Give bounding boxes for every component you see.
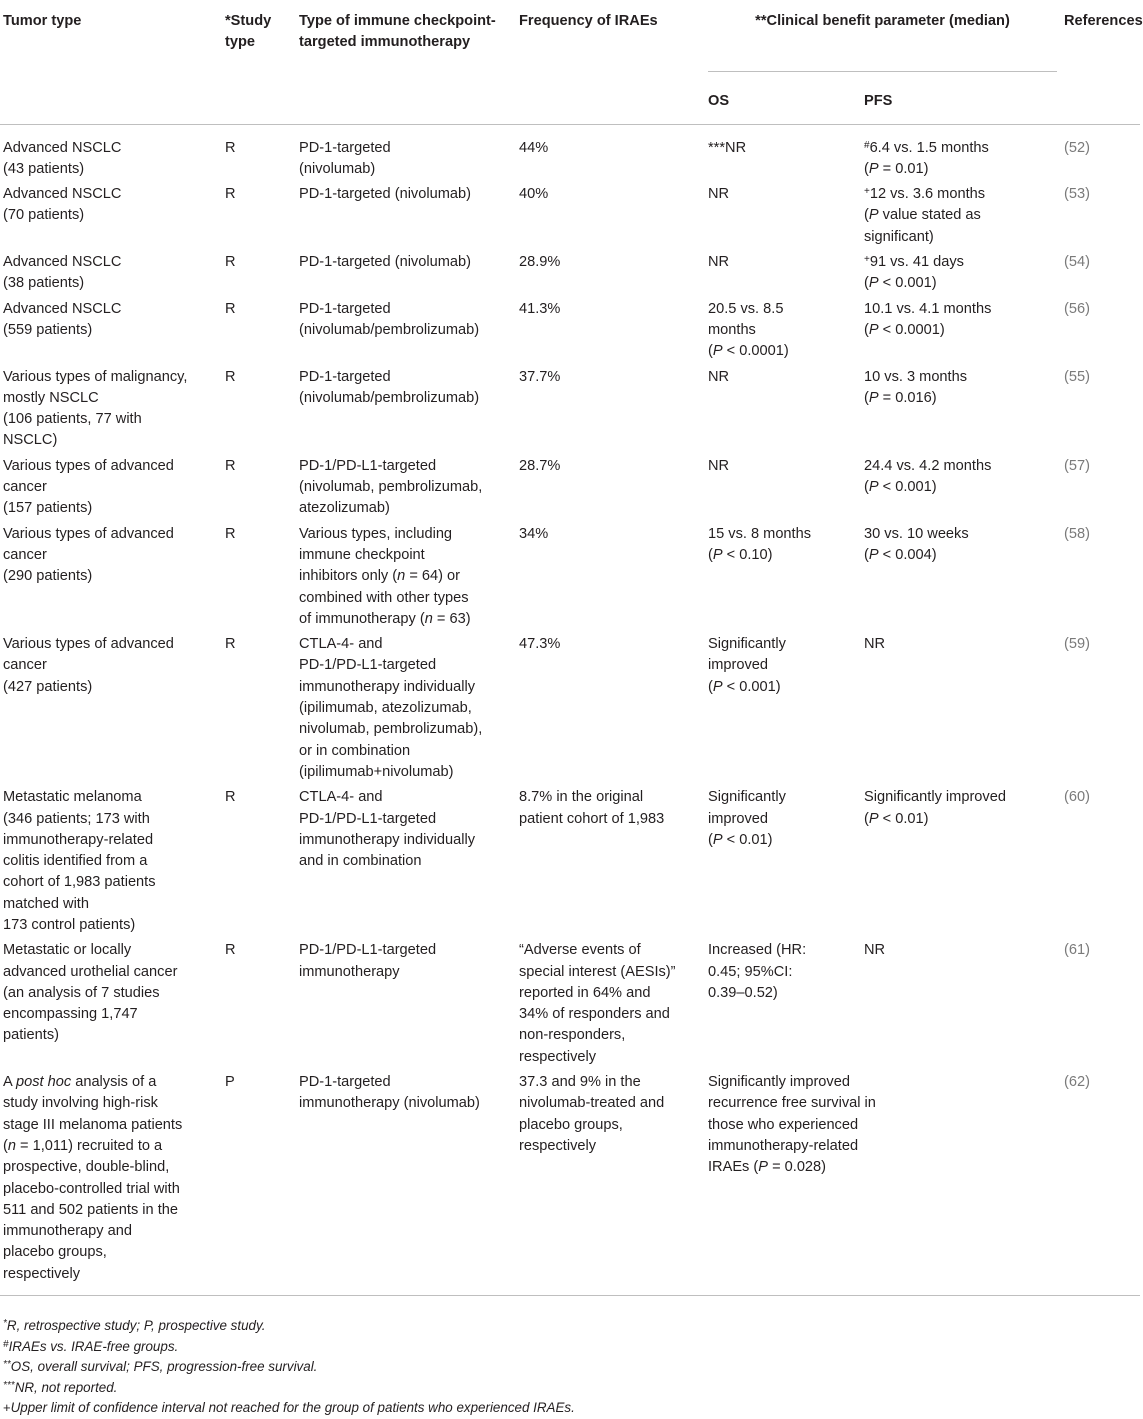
table-row bbox=[0, 299, 1140, 367]
cell-line: 6.4 vs. 1.5 months bbox=[869, 139, 989, 156]
header-clinical-benefit bbox=[705, 0, 1061, 81]
cell-os bbox=[705, 456, 861, 524]
cell-tumor-type bbox=[0, 787, 222, 940]
cell-line: Significantly bbox=[708, 636, 786, 653]
footnote-mark: *** bbox=[3, 1379, 15, 1391]
reference-link[interactable]: (62) bbox=[1064, 1074, 1090, 1091]
footnote bbox=[3, 1398, 575, 1419]
cell-line: (P < 0.0001) bbox=[708, 343, 789, 360]
reference-link[interactable]: (55) bbox=[1064, 368, 1090, 385]
cell-line: 41.3% bbox=[519, 300, 561, 317]
cell-pfs bbox=[861, 299, 1061, 367]
cell-line: or in combination bbox=[299, 742, 411, 759]
cell-line: (427 patients) bbox=[3, 678, 93, 695]
cell-therapy bbox=[296, 1072, 516, 1295]
cell-line: PD-1-targeted (nivolumab) bbox=[299, 186, 471, 203]
cell-line: NR bbox=[708, 186, 730, 203]
cell-line: ***NR bbox=[708, 139, 747, 156]
cell-line: (nivolumab/pembrolizumab) bbox=[299, 321, 480, 338]
header-study-type: *Study type bbox=[225, 13, 272, 51]
cell-therapy bbox=[296, 940, 516, 1072]
footnote-mark: * bbox=[3, 1318, 7, 1329]
cell-line: Various types, including bbox=[299, 525, 453, 542]
cell-line: advanced urothelial cancer bbox=[3, 963, 178, 980]
cell-line: PD-1/PD-L1-targeted bbox=[299, 657, 437, 674]
cell-line: 10.1 vs. 4.1 months bbox=[864, 300, 992, 317]
cell-line: 28.9% bbox=[519, 254, 561, 271]
cell-line: Advanced NSCLC bbox=[3, 300, 122, 317]
cell-pfs bbox=[861, 456, 1061, 524]
cell-study-type: R bbox=[225, 789, 236, 806]
header-pfs: PFS bbox=[864, 93, 893, 110]
cell-line: immunotherapy individually bbox=[299, 831, 476, 848]
cell-line: 0.45; 95%CI: bbox=[708, 963, 793, 980]
cell-study-type: P bbox=[225, 1074, 235, 1091]
cell-line: immune checkpoint bbox=[299, 546, 425, 563]
cell-pfs bbox=[861, 367, 1061, 456]
header-frequency: Frequency of IRAEs bbox=[519, 13, 658, 29]
cell-study-type: R bbox=[225, 457, 236, 474]
table-row bbox=[0, 1072, 1140, 1295]
table-row bbox=[0, 367, 1140, 456]
cell-line: improved bbox=[708, 657, 769, 674]
cell-frequency bbox=[516, 367, 705, 456]
cell-tumor-type bbox=[0, 1072, 222, 1295]
pfs-footnote-mark: + bbox=[864, 186, 870, 198]
cell-line: (38 patients) bbox=[3, 275, 85, 292]
pfs-footnote-mark: + bbox=[864, 254, 870, 266]
cell-frequency bbox=[516, 787, 705, 940]
cell-line: (157 patients) bbox=[3, 500, 93, 517]
cell-os bbox=[705, 252, 861, 299]
cell-line: immunotherapy (nivolumab) bbox=[299, 1095, 480, 1112]
cell-line: PD-1/PD-L1-targeted bbox=[299, 942, 437, 959]
cell-frequency bbox=[516, 184, 705, 252]
cell-line: Various types of advanced bbox=[3, 525, 174, 542]
cell-line: Advanced NSCLC bbox=[3, 139, 122, 156]
cell-line: 12 vs. 3.6 months bbox=[869, 186, 986, 203]
cell-line: (P < 0.10) bbox=[708, 546, 773, 563]
cell-line: 30 vs. 10 weeks bbox=[864, 525, 969, 542]
cell-line: Various types of malignancy, bbox=[3, 368, 188, 385]
pfs-footnote-mark: # bbox=[864, 139, 870, 151]
cell-line: (nivolumab, pembrolizumab, bbox=[299, 479, 483, 496]
cell-therapy bbox=[296, 634, 516, 787]
cell-os bbox=[705, 299, 861, 367]
cell-reference bbox=[1061, 787, 1140, 940]
cell-line: (P value stated as bbox=[864, 207, 981, 224]
footnote bbox=[3, 1337, 575, 1358]
cell-tumor-type bbox=[0, 367, 222, 456]
cell-pfs bbox=[861, 524, 1061, 634]
cell-line: reported in 64% and bbox=[519, 984, 651, 1001]
cell-reference bbox=[1061, 1072, 1140, 1295]
header-references: References bbox=[1064, 13, 1143, 29]
cell-study-type: R bbox=[225, 254, 236, 271]
cell-line: PD-1-targeted bbox=[299, 368, 391, 385]
cell-line: (P < 0.004) bbox=[864, 546, 937, 563]
cell-reference bbox=[1061, 634, 1140, 787]
reference-link[interactable]: (59) bbox=[1064, 636, 1090, 653]
cell-tumor-type bbox=[0, 634, 222, 787]
cell-study-type: R bbox=[225, 139, 236, 156]
cell-line: PD-1-targeted bbox=[299, 139, 391, 156]
cell-line: combined with other types bbox=[299, 589, 469, 606]
header-therapy: Type of immune checkpoint-targeted immunotherapy bbox=[299, 13, 496, 51]
cell-line: matched with bbox=[3, 895, 89, 912]
cell-line: “Adverse events of bbox=[519, 942, 641, 959]
cell-line: 37.7% bbox=[519, 368, 561, 385]
reference-link[interactable]: (54) bbox=[1064, 254, 1090, 271]
cell-frequency bbox=[516, 634, 705, 787]
cell-reference bbox=[1061, 299, 1140, 367]
cell-line: immunotherapy individually bbox=[299, 678, 476, 695]
cell-line: (P < 0.01) bbox=[864, 810, 929, 827]
cell-therapy bbox=[296, 124, 516, 184]
cell-line: non-responders, bbox=[519, 1027, 626, 1044]
reference-link[interactable]: (58) bbox=[1064, 525, 1090, 542]
cell-line: CTLA-4- and bbox=[299, 636, 383, 653]
cell-line: A post hoc analysis of a bbox=[3, 1074, 157, 1091]
cell-line: 8.7% in the original bbox=[519, 789, 644, 806]
cell-study-type: R bbox=[225, 186, 236, 203]
reference-link[interactable]: (57) bbox=[1064, 457, 1090, 474]
cell-line: Advanced NSCLC bbox=[3, 186, 122, 203]
cell-line: patient cohort of 1,983 bbox=[519, 810, 665, 827]
cell-line: nivolumab-treated and bbox=[519, 1095, 665, 1112]
clinical-benefit-label: **Clinical benefit parameter (median) bbox=[708, 11, 1057, 72]
cell-line: significant) bbox=[864, 228, 934, 245]
table-row bbox=[0, 252, 1140, 299]
cell-pfs bbox=[861, 787, 1061, 940]
cell-line: nivolumab, pembrolizumab), bbox=[299, 721, 483, 738]
cell-therapy bbox=[296, 252, 516, 299]
cell-os bbox=[705, 124, 861, 184]
cell-study-type: R bbox=[225, 525, 236, 542]
table-row bbox=[0, 124, 1140, 184]
cell-therapy bbox=[296, 787, 516, 940]
cell-line: PD-1/PD-L1-targeted bbox=[299, 457, 437, 474]
header-os: OS bbox=[708, 93, 730, 110]
cell-pfs bbox=[861, 184, 1061, 252]
cell-line: cancer bbox=[3, 546, 47, 563]
cell-study-type: R bbox=[225, 300, 236, 317]
cell-line: NR bbox=[708, 457, 730, 474]
cell-reference bbox=[1061, 184, 1140, 252]
cell-line: PD-1-targeted (nivolumab) bbox=[299, 254, 471, 271]
cell-tumor-type bbox=[0, 252, 222, 299]
cell-line: IRAEs (P = 0.028) bbox=[708, 1159, 827, 1176]
cell-line: PD-1-targeted bbox=[299, 300, 391, 317]
cell-therapy bbox=[296, 367, 516, 456]
cell-reference bbox=[1061, 367, 1140, 456]
cell-os bbox=[705, 787, 861, 940]
footnote-text: Upper limit of confidence interval not reached for the group of patients who experienced IRAEs. bbox=[10, 1400, 575, 1416]
cell-line: (43 patients) bbox=[3, 160, 85, 177]
table-footnotes bbox=[3, 1316, 575, 1419]
cell-line: months bbox=[708, 321, 756, 338]
cell-line: inhibitors only (n = 64) or bbox=[299, 568, 461, 585]
cell-line: 28.7% bbox=[519, 457, 561, 474]
cell-line: (290 patients) bbox=[3, 568, 93, 585]
cell-line: (nivolumab/pembrolizumab) bbox=[299, 389, 480, 406]
footnote bbox=[3, 1378, 575, 1399]
cell-line: Various types of advanced bbox=[3, 636, 174, 653]
reference-link[interactable]: (52) bbox=[1064, 139, 1090, 156]
cell-line: stage III melanoma patients bbox=[3, 1116, 183, 1133]
cell-line: (n = 1,011) recruited to a bbox=[3, 1137, 163, 1154]
cell-line: (P < 0.0001) bbox=[864, 321, 945, 338]
cell-tumor-type bbox=[0, 524, 222, 634]
cell-line: 15 vs. 8 months bbox=[708, 525, 812, 542]
cell-line: placebo groups, bbox=[3, 1244, 107, 1261]
footnote bbox=[3, 1316, 575, 1337]
cell-line: (P < 0.001) bbox=[708, 678, 781, 695]
cell-line: (P < 0.001) bbox=[864, 479, 937, 496]
cell-line: (346 patients; 173 with bbox=[3, 810, 150, 827]
cell-line: CTLA-4- and bbox=[299, 789, 383, 806]
cell-reference bbox=[1061, 940, 1140, 1072]
cell-line: and in combination bbox=[299, 853, 422, 870]
cell-os bbox=[705, 524, 861, 634]
cell-frequency bbox=[516, 252, 705, 299]
cell-os-pfs-combined bbox=[705, 1072, 1061, 1295]
table-row bbox=[0, 940, 1140, 1072]
cell-line: PD-1-targeted bbox=[299, 1074, 391, 1091]
cell-tumor-type bbox=[0, 456, 222, 524]
footnote-mark: + bbox=[3, 1400, 11, 1416]
cell-line: (an analysis of 7 studies bbox=[3, 984, 160, 1001]
cell-line: 34% of responders and bbox=[519, 1006, 670, 1023]
cell-line: respectively bbox=[519, 1137, 597, 1154]
cell-line: (559 patients) bbox=[3, 321, 93, 338]
cell-tumor-type bbox=[0, 940, 222, 1072]
cell-line: 34% bbox=[519, 525, 549, 542]
cell-line: of immunotherapy (n = 63) bbox=[299, 610, 471, 627]
cell-frequency bbox=[516, 524, 705, 634]
cell-line: special interest (AESIs)” bbox=[519, 963, 676, 980]
cell-line: (ipilimumab+nivolumab) bbox=[299, 763, 454, 780]
cell-tumor-type bbox=[0, 184, 222, 252]
cell-study-type: R bbox=[225, 942, 236, 959]
reference-link[interactable]: (56) bbox=[1064, 300, 1090, 317]
cell-line: (106 patients, 77 with bbox=[3, 411, 142, 428]
cell-therapy bbox=[296, 184, 516, 252]
cell-pfs bbox=[861, 252, 1061, 299]
cell-line: (nivolumab) bbox=[299, 160, 376, 177]
cell-line: 10 vs. 3 months bbox=[864, 368, 968, 385]
reference-link[interactable]: (61) bbox=[1064, 942, 1090, 959]
cell-line: 173 control patients) bbox=[3, 916, 136, 933]
cell-line: placebo-controlled trial with bbox=[3, 1180, 180, 1197]
cell-line: immunotherapy-related bbox=[708, 1137, 859, 1154]
cell-line: (P < 0.001) bbox=[864, 275, 937, 292]
cell-line: NR bbox=[864, 636, 886, 653]
footnote-text: IRAEs vs. IRAE-free groups. bbox=[8, 1338, 179, 1354]
cell-pfs bbox=[861, 940, 1061, 1072]
footnote-text: R, retrospective study; P, prospective study. bbox=[6, 1318, 266, 1333]
cell-pfs bbox=[861, 634, 1061, 787]
cell-reference bbox=[1061, 124, 1140, 184]
cell-study-type: R bbox=[225, 368, 236, 385]
cell-line: (P = 0.01) bbox=[864, 160, 929, 177]
cell-line: 24.4 vs. 4.2 months bbox=[864, 457, 992, 474]
table-row bbox=[0, 524, 1140, 634]
cell-tumor-type bbox=[0, 124, 222, 184]
cell-line: 91 vs. 41 days bbox=[869, 254, 964, 271]
cell-frequency bbox=[516, 299, 705, 367]
footnote-text: NR, not reported. bbox=[14, 1379, 118, 1395]
cell-line: colitis identified from a bbox=[3, 853, 148, 870]
cell-line: Significantly bbox=[708, 789, 786, 806]
cell-line: placebo groups, bbox=[519, 1116, 623, 1133]
cell-line: (P < 0.01) bbox=[708, 831, 773, 848]
cell-therapy bbox=[296, 456, 516, 524]
cell-line: 511 and 502 patients in the bbox=[3, 1201, 178, 1218]
cell-pfs bbox=[861, 124, 1061, 184]
cell-os bbox=[705, 184, 861, 252]
footnote-mark: # bbox=[3, 1338, 9, 1350]
cell-line: NSCLC) bbox=[3, 432, 58, 449]
cell-reference bbox=[1061, 524, 1140, 634]
cell-line: Advanced NSCLC bbox=[3, 254, 122, 271]
cell-reference bbox=[1061, 252, 1140, 299]
cell-line: NR bbox=[864, 942, 886, 959]
cell-line: recurrence free survival in bbox=[708, 1095, 876, 1112]
table-row bbox=[0, 787, 1140, 940]
cell-line: cancer bbox=[3, 657, 47, 674]
cell-line: Significantly improved bbox=[708, 1074, 850, 1091]
cell-line: immunotherapy-related bbox=[3, 831, 154, 848]
cell-frequency bbox=[516, 456, 705, 524]
cell-therapy bbox=[296, 299, 516, 367]
footnote-mark: ** bbox=[3, 1359, 11, 1371]
cell-tumor-type bbox=[0, 299, 222, 367]
cell-line: 37.3 and 9% in the bbox=[519, 1074, 641, 1091]
cell-line: those who experienced bbox=[708, 1116, 859, 1133]
cell-line: 40% bbox=[519, 186, 549, 203]
footnote bbox=[3, 1357, 575, 1378]
cell-line: cancer bbox=[3, 479, 47, 496]
cell-line: Significantly improved bbox=[864, 789, 1006, 806]
cell-line: immunotherapy and bbox=[3, 1223, 132, 1240]
cell-line: immunotherapy bbox=[299, 963, 400, 980]
cell-line: mostly NSCLC bbox=[3, 389, 99, 406]
cell-line: Various types of advanced bbox=[3, 457, 174, 474]
table-row bbox=[0, 184, 1140, 252]
cell-line: (P = 0.016) bbox=[864, 389, 937, 406]
cell-line: PD-1/PD-L1-targeted bbox=[299, 810, 437, 827]
cell-line: 44% bbox=[519, 139, 549, 156]
cell-line: (ipilimumab, atezolizumab, bbox=[299, 700, 472, 717]
cell-line: Metastatic melanoma bbox=[3, 789, 142, 806]
cell-os bbox=[705, 634, 861, 787]
cell-line: prospective, double-blind, bbox=[3, 1159, 170, 1176]
cell-line: 20.5 vs. 8.5 bbox=[708, 300, 784, 317]
cell-therapy bbox=[296, 524, 516, 634]
cell-line: patients) bbox=[3, 1027, 59, 1044]
reference-link[interactable]: (53) bbox=[1064, 186, 1090, 203]
table-row bbox=[0, 634, 1140, 787]
footnote-text: OS, overall survival; PFS, progression-free survival. bbox=[10, 1359, 318, 1375]
header-tumor-type: Tumor type bbox=[3, 13, 82, 29]
table-row bbox=[0, 456, 1140, 524]
reference-link[interactable]: (60) bbox=[1064, 789, 1090, 806]
cell-line: respectively bbox=[519, 1048, 597, 1065]
cell-frequency bbox=[516, 940, 705, 1072]
table-header bbox=[0, 0, 1143, 124]
cell-os bbox=[705, 940, 861, 1072]
cell-line: Metastatic or locally bbox=[3, 942, 132, 959]
cell-line: 0.39–0.52) bbox=[708, 984, 778, 1001]
cell-study-type: R bbox=[225, 636, 236, 653]
table-body bbox=[0, 124, 1140, 1295]
cell-frequency bbox=[516, 1072, 705, 1295]
cell-reference bbox=[1061, 456, 1140, 524]
cell-line: encompassing 1,747 bbox=[3, 1006, 138, 1023]
cell-line: atezolizumab) bbox=[299, 500, 390, 517]
cell-line: improved bbox=[708, 810, 769, 827]
cell-line: Increased (HR: bbox=[708, 942, 807, 959]
cell-line: 47.3% bbox=[519, 636, 561, 653]
cell-line: respectively bbox=[3, 1265, 81, 1282]
cell-os bbox=[705, 367, 861, 456]
cell-line: NR bbox=[708, 368, 730, 385]
cell-line: NR bbox=[708, 254, 730, 271]
cell-line: study involving high-risk bbox=[3, 1095, 158, 1112]
cell-line: cohort of 1,983 patients bbox=[3, 874, 156, 891]
cell-frequency bbox=[516, 124, 705, 184]
cell-line: (70 patients) bbox=[3, 207, 85, 224]
